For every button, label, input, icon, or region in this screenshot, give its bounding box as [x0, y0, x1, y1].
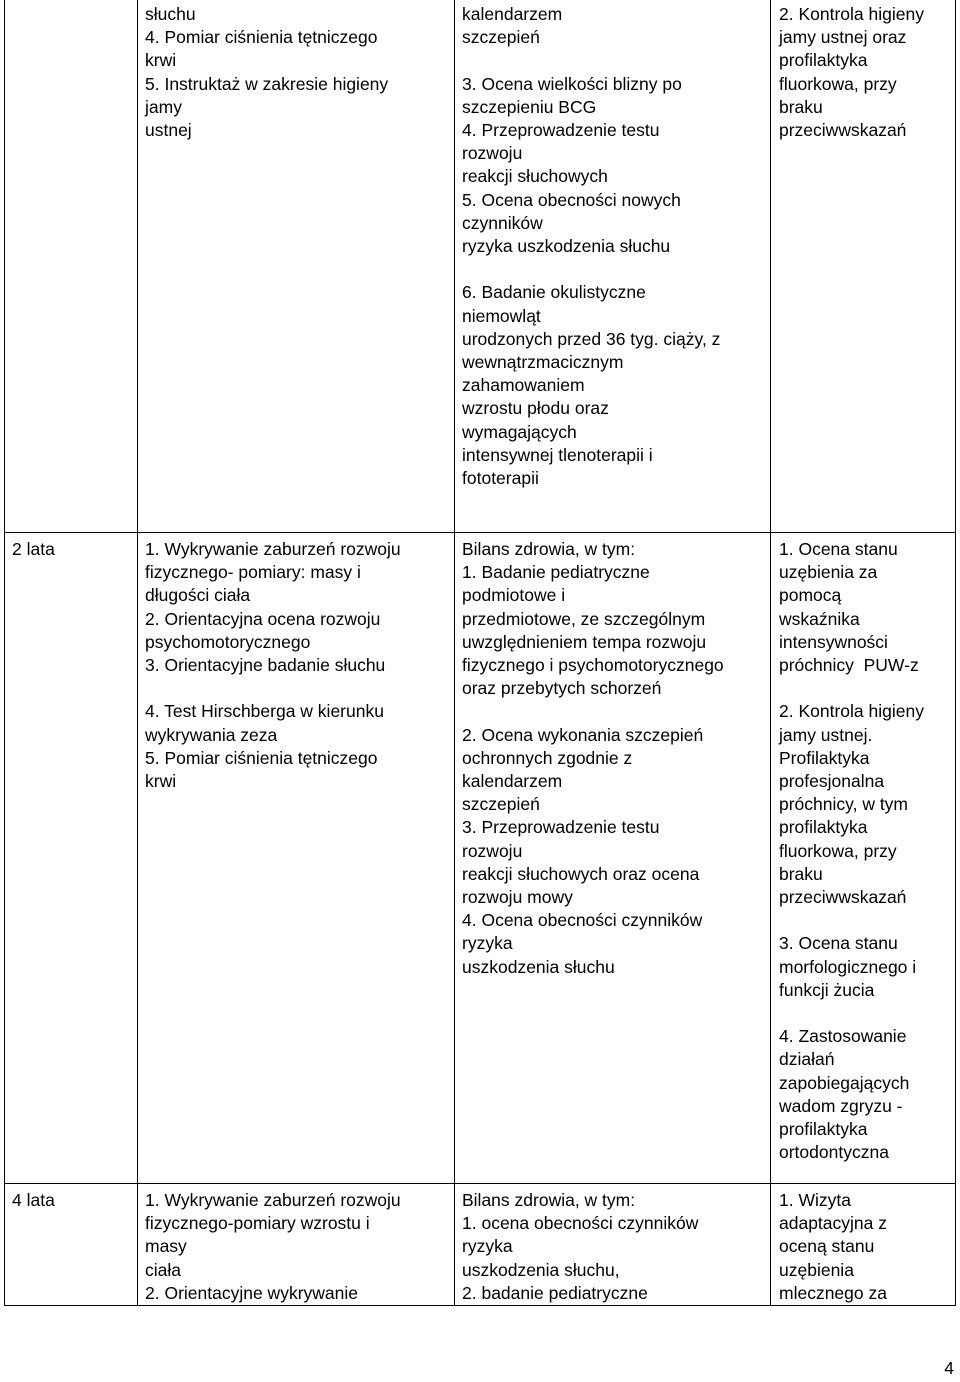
- cell-text-line: 3. Orientacyjne badanie słuchu: [145, 655, 386, 676]
- column-divider-2: [454, 0, 455, 1306]
- cell-text-line: adaptacyjna z: [779, 1213, 887, 1234]
- table-border-right: [955, 0, 956, 1306]
- cell-text-line: 4. Test Hirschberga w kierunku: [145, 701, 384, 722]
- cell-text-line: 3. Ocena stanu: [779, 933, 898, 954]
- cell-text-line: jamy ustnej oraz: [779, 27, 907, 48]
- cell-text-line: szczepień: [462, 27, 540, 48]
- cell-text-line: psychomotorycznego: [145, 631, 311, 652]
- cell-text-line: działań: [779, 1049, 835, 1070]
- cell-text-line: oraz przebytych schorzeń: [462, 678, 662, 699]
- cell-text-line: fizycznego- pomiary: masy i: [145, 562, 361, 583]
- row-2-screening-cell: [145, 1189, 450, 1305]
- cell-text-line: uzębienia za: [779, 562, 878, 583]
- cell-text-line: 1. Wizyta: [779, 1190, 851, 1210]
- cell-text-line: [779, 677, 953, 700]
- cell-text-line: braku: [779, 863, 823, 884]
- cell-text-line: krwi: [145, 50, 177, 71]
- cell-text-line: niemowląt: [462, 305, 541, 326]
- cell-text-line: Bilans zdrowia, w tym:: [462, 1190, 636, 1210]
- cell-text-line: krwi: [145, 771, 177, 792]
- page-number: 4: [944, 1358, 954, 1378]
- cell-text-line: ortodontyczna: [779, 1142, 889, 1163]
- row-0-health-check-cell: [462, 3, 767, 490]
- cell-text-line: 3. Przeprowadzenie testu: [462, 817, 660, 838]
- row-0-dental-cell: [779, 3, 953, 142]
- table-border-left: [4, 0, 5, 1306]
- cell-text-line: ustnej: [145, 120, 192, 141]
- cell-text-line: fototerapii: [462, 468, 539, 489]
- cell-text-line: 1. ocena obecności czynników: [462, 1213, 699, 1234]
- cell-text-line: ciała: [145, 1259, 181, 1280]
- cell-text-line: słuchu: [145, 4, 196, 24]
- cell-text-line: 4. Zastosowanie: [779, 1026, 907, 1047]
- cell-text-line: 2. badanie pediatryczne: [462, 1282, 648, 1303]
- cell-text-line: fluorkowa, przy: [779, 840, 897, 861]
- cell-text-line: intensywnej tlenoterapii i: [462, 444, 653, 465]
- cell-text-line: uszkodzenia słuchu,: [462, 1259, 620, 1280]
- column-divider-1: [137, 0, 138, 1306]
- row-divider-1: [4, 532, 956, 533]
- cell-text-line: 4. Przeprowadzenie testu: [462, 120, 660, 140]
- cell-text-line: [462, 49, 767, 72]
- cell-text-line: 4. Ocena obecności czynników: [462, 910, 703, 931]
- cell-text-line: szczepień: [462, 794, 540, 815]
- cell-text-line: próchnicy, w tym: [779, 794, 909, 815]
- row-1-health-check-cell: [462, 538, 767, 979]
- cell-text-line: długości ciała: [145, 585, 251, 606]
- table-border-bottom: [4, 1305, 956, 1306]
- cell-text-line: [779, 909, 953, 932]
- cell-text-line: Profilaktyka: [779, 747, 870, 768]
- cell-text-line: masy: [145, 1236, 187, 1257]
- cell-text-line: braku: [779, 96, 823, 117]
- cell-text-line: rozwoju: [462, 840, 523, 861]
- cell-text-line: ryzyka uszkodzenia słuchu: [462, 236, 671, 257]
- cell-text-line: 2. Kontrola higieny: [779, 701, 924, 722]
- cell-text-line: profilaktyka: [779, 1119, 868, 1140]
- column-divider-3: [770, 0, 771, 1306]
- cell-text-line: wadom zgryzu -: [779, 1095, 903, 1116]
- cell-text-line: funkcji żucia: [779, 979, 875, 1000]
- cell-text-line: kalendarzem: [462, 771, 563, 792]
- cell-text-line: 4. Pomiar ciśnienia tętniczego: [145, 27, 378, 48]
- row-0-screening-cell: [145, 3, 450, 142]
- cell-text-line: jamy ustnej.: [779, 724, 873, 745]
- cell-text-line: 3. Ocena wielkości blizny po: [462, 73, 682, 94]
- cell-text-line: uszkodzenia słuchu: [462, 956, 615, 977]
- cell-text-line: 6. Badanie okulistyczne: [462, 282, 646, 303]
- cell-text-line: [462, 258, 767, 281]
- cell-text-line: oceną stanu: [779, 1236, 875, 1257]
- row-divider-2: [4, 1183, 956, 1184]
- cell-text-line: ochronnych zgodnie z: [462, 747, 633, 768]
- row-1-age-cell: 2 lata: [12, 539, 55, 559]
- cell-text-line: fizycznego-pomiary wzrostu i: [145, 1213, 370, 1234]
- cell-text-line: wewnątrzmacicznym: [462, 352, 624, 373]
- cell-text-line: zapobiegających: [779, 1072, 910, 1093]
- cell-text-line: profilaktyka: [779, 50, 868, 71]
- cell-text-line: kalendarzem: [462, 4, 563, 24]
- cell-text-line: pomocą: [779, 585, 842, 606]
- cell-text-line: wzrostu płodu oraz: [462, 398, 609, 419]
- cell-text-line: uzębienia: [779, 1259, 854, 1280]
- cell-text-line: czynników: [462, 212, 543, 233]
- cell-text-line: intensywności: [779, 631, 888, 652]
- cell-text-line: urodzonych przed 36 tyg. ciąży, z: [462, 328, 721, 349]
- cell-text-line: uwzględnieniem tempa rozwoju: [462, 631, 707, 652]
- cell-text-line: wykrywania zeza: [145, 724, 278, 745]
- cell-text-line: reakcji słuchowych oraz ocena: [462, 863, 700, 884]
- cell-text-line: 5. Pomiar ciśnienia tętniczego: [145, 747, 378, 768]
- cell-text-line: wskaźnika: [779, 608, 860, 629]
- cell-text-line: mlecznego za: [779, 1282, 887, 1303]
- row-2-health-check-cell: [462, 1189, 767, 1305]
- cell-text-line: rozwoju mowy: [462, 887, 573, 908]
- cell-text-line: podmiotowe i: [462, 585, 566, 606]
- cell-text-line: 2. Kontrola higieny: [779, 4, 924, 24]
- row-1-dental-cell: [779, 538, 953, 1164]
- cell-text-line: jamy: [145, 96, 182, 117]
- cell-text-line: przeciwwskazań: [779, 887, 907, 908]
- cell-text-line: 2. Orientacyjne wykrywanie: [145, 1282, 358, 1303]
- cell-text-line: reakcji słuchowych: [462, 166, 608, 187]
- cell-text-line: przedmiotowe, ze szczególnym: [462, 608, 706, 629]
- cell-text-line: 1. Wykrywanie zaburzeń rozwoju: [145, 539, 401, 559]
- cell-text-line: szczepieniu BCG: [462, 96, 597, 117]
- cell-text-line: Bilans zdrowia, w tym:: [462, 539, 636, 559]
- cell-text-line: rozwoju: [462, 143, 523, 164]
- cell-text-line: profesjonalna: [779, 771, 885, 792]
- cell-text-line: ryzyka: [462, 933, 513, 954]
- row-1-screening-cell: [145, 538, 450, 793]
- cell-text-line: 5. Instruktaż w zakresie higieny: [145, 73, 389, 94]
- cell-text-line: ryzyka: [462, 1236, 513, 1257]
- cell-text-line: zahamowaniem: [462, 375, 585, 396]
- cell-text-line: [145, 677, 450, 700]
- cell-text-line: [462, 700, 767, 723]
- cell-text-line: 1. Badanie pediatryczne: [462, 562, 650, 583]
- cell-text-line: próchnicy PUW-z: [779, 655, 919, 676]
- cell-text-line: [779, 1002, 953, 1025]
- cell-text-line: przeciwwskazań: [779, 120, 907, 141]
- cell-text-line: 5. Ocena obecności nowych: [462, 189, 681, 210]
- row-2-age-cell: 4 lata: [12, 1190, 55, 1210]
- cell-text-line: 2. Orientacyjna ocena rozwoju: [145, 608, 381, 629]
- cell-text-line: 2. Ocena wykonania szczepień: [462, 724, 704, 745]
- cell-text-line: wymagających: [462, 421, 577, 442]
- cell-text-line: fizycznego i psychomotorycznego: [462, 655, 724, 676]
- cell-text-line: 1. Wykrywanie zaburzeń rozwoju: [145, 1190, 401, 1210]
- cell-text-line: profilaktyka: [779, 817, 868, 838]
- cell-text-line: 1. Ocena stanu: [779, 539, 898, 559]
- cell-text-line: fluorkowa, przy: [779, 73, 897, 94]
- row-2-dental-cell: [779, 1189, 953, 1305]
- cell-text-line: morfologicznego i: [779, 956, 917, 977]
